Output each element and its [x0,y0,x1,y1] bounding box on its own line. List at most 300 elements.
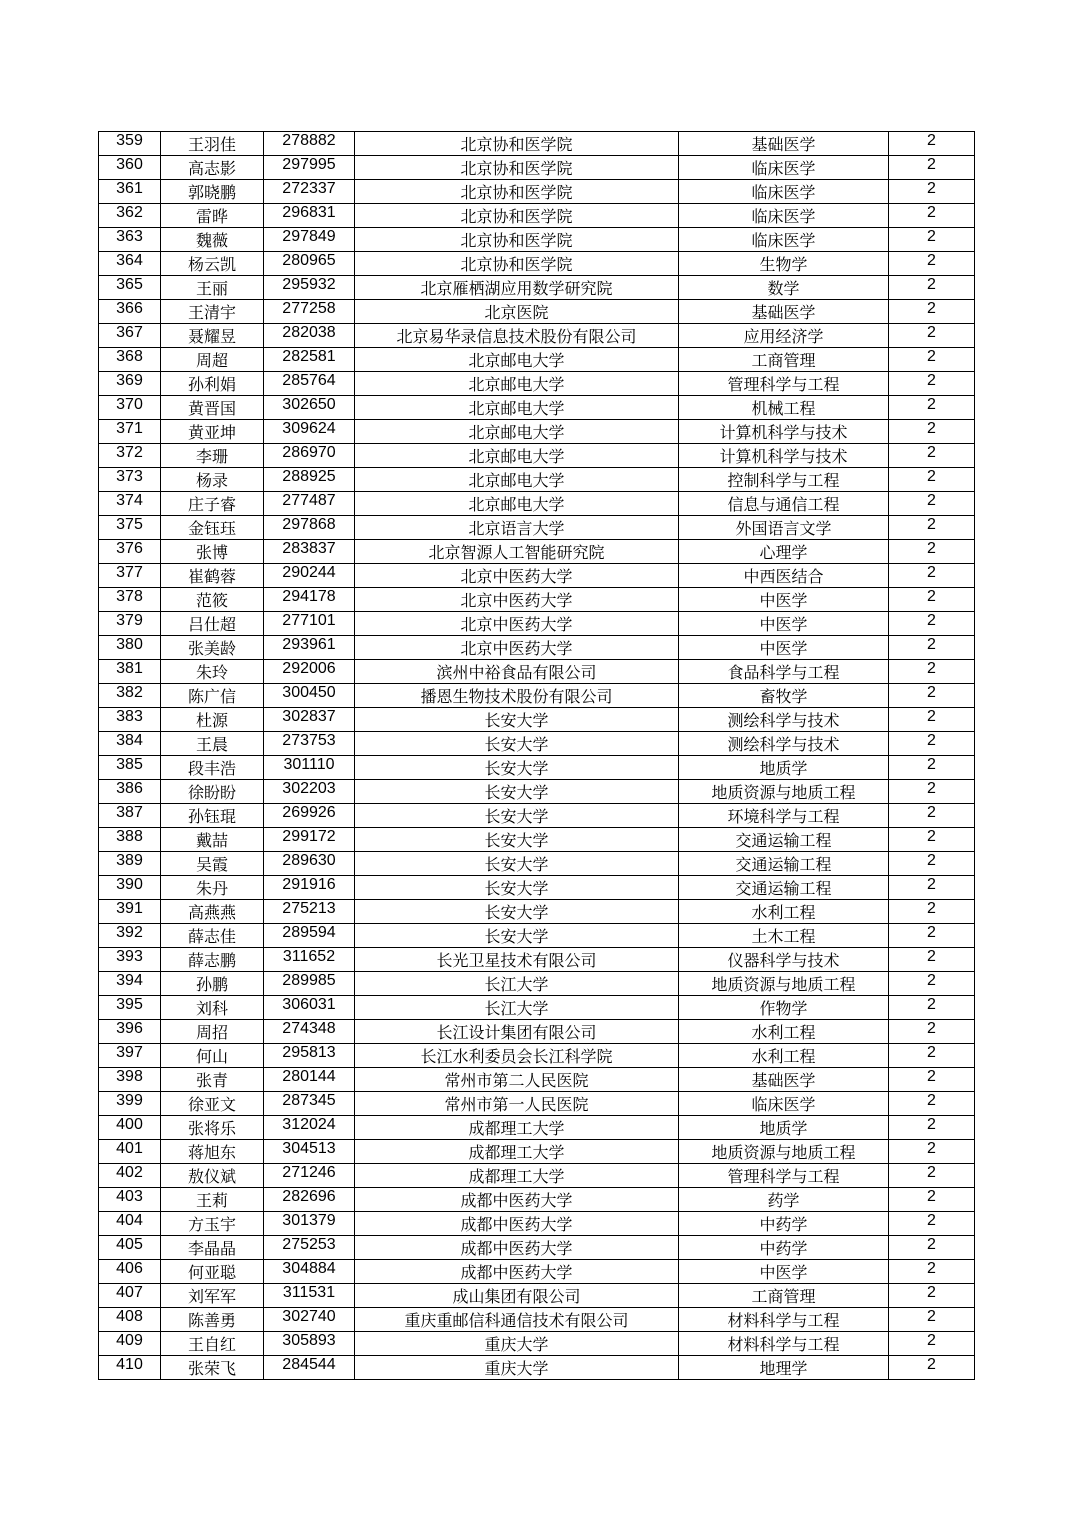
name-cell: 敖仪斌 [161,1164,264,1188]
institution-cell: 长安大学 [355,732,679,756]
name-cell: 杨云凯 [161,252,264,276]
institution-cell: 重庆重邮信科通信技术有限公司 [355,1308,679,1332]
discipline-cell: 地质资源与地质工程 [679,780,889,804]
row-number-cell: 362 [99,204,161,228]
name-cell: 李珊 [161,444,264,468]
table-row [99,1332,975,1356]
discipline-cell: 食品科学与工程 [679,660,889,684]
id-cell: 295932 [264,276,355,300]
id-cell: 296831 [264,204,355,228]
table-row [99,948,975,972]
data-table [98,131,975,1380]
name-cell: 朱丹 [161,876,264,900]
id-cell: 277101 [264,612,355,636]
table-row [99,348,975,372]
discipline-cell: 工商管理 [679,348,889,372]
row-number-cell: 383 [99,708,161,732]
institution-cell: 成都中医药大学 [355,1212,679,1236]
name-cell: 金钰珏 [161,516,264,540]
name-cell: 高志影 [161,156,264,180]
row-number-cell: 408 [99,1308,161,1332]
institution-cell: 成山集团有限公司 [355,1284,679,1308]
institution-cell: 北京协和医学院 [355,204,679,228]
table-row [99,708,975,732]
count-cell: 2 [889,1236,975,1260]
name-cell: 郭晓鹏 [161,180,264,204]
table-row [99,1140,975,1164]
table-row [99,1164,975,1188]
id-cell: 312024 [264,1116,355,1140]
id-cell: 285764 [264,372,355,396]
table-row [99,1044,975,1068]
count-cell: 2 [889,948,975,972]
institution-cell: 北京中医药大学 [355,564,679,588]
count-cell: 2 [889,468,975,492]
name-cell: 吴霞 [161,852,264,876]
row-number-cell: 371 [99,420,161,444]
institution-cell: 北京协和医学院 [355,180,679,204]
table-row [99,492,975,516]
table-row [99,828,975,852]
discipline-cell: 测绘科学与技术 [679,732,889,756]
table-row [99,468,975,492]
table-row [99,660,975,684]
name-cell: 张美龄 [161,636,264,660]
row-number-cell: 399 [99,1092,161,1116]
discipline-cell: 交通运输工程 [679,828,889,852]
name-cell: 王莉 [161,1188,264,1212]
discipline-cell: 地质资源与地质工程 [679,972,889,996]
name-cell: 魏薇 [161,228,264,252]
row-number-cell: 381 [99,660,161,684]
id-cell: 274348 [264,1020,355,1044]
institution-cell: 长安大学 [355,780,679,804]
name-cell: 蒋旭东 [161,1140,264,1164]
row-number-cell: 359 [99,132,161,156]
row-number-cell: 389 [99,852,161,876]
row-number-cell: 372 [99,444,161,468]
id-cell: 293961 [264,636,355,660]
row-number-cell: 382 [99,684,161,708]
id-cell: 311652 [264,948,355,972]
id-cell: 291916 [264,876,355,900]
id-cell: 272337 [264,180,355,204]
discipline-cell: 交通运输工程 [679,852,889,876]
row-number-cell: 392 [99,924,161,948]
count-cell: 2 [889,564,975,588]
name-cell: 崔鹤蓉 [161,564,264,588]
count-cell: 2 [889,1116,975,1140]
count-cell: 2 [889,1068,975,1092]
id-cell: 282696 [264,1188,355,1212]
id-cell: 273753 [264,732,355,756]
count-cell: 2 [889,804,975,828]
institution-cell: 长安大学 [355,828,679,852]
count-cell: 2 [889,540,975,564]
discipline-cell: 外国语言文学 [679,516,889,540]
institution-cell: 北京邮电大学 [355,372,679,396]
name-cell: 王羽佳 [161,132,264,156]
count-cell: 2 [889,1092,975,1116]
discipline-cell: 机械工程 [679,396,889,420]
row-number-cell: 395 [99,996,161,1020]
count-cell: 2 [889,972,975,996]
table-row [99,852,975,876]
count-cell: 2 [889,1284,975,1308]
row-number-cell: 409 [99,1332,161,1356]
name-cell: 周超 [161,348,264,372]
table-row [99,252,975,276]
institution-cell: 长光卫星技术有限公司 [355,948,679,972]
name-cell: 徐盼盼 [161,780,264,804]
name-cell: 周招 [161,1020,264,1044]
institution-cell: 成都理工大学 [355,1116,679,1140]
id-cell: 311531 [264,1284,355,1308]
id-cell: 297995 [264,156,355,180]
discipline-cell: 水利工程 [679,1044,889,1068]
id-cell: 297849 [264,228,355,252]
row-number-cell: 384 [99,732,161,756]
institution-cell: 北京语言大学 [355,516,679,540]
count-cell: 2 [889,348,975,372]
id-cell: 280965 [264,252,355,276]
id-cell: 305893 [264,1332,355,1356]
id-cell: 304513 [264,1140,355,1164]
discipline-cell: 材料科学与工程 [679,1308,889,1332]
row-number-cell: 410 [99,1356,161,1380]
count-cell: 2 [889,324,975,348]
name-cell: 刘科 [161,996,264,1020]
table-row [99,1260,975,1284]
discipline-cell: 临床医学 [679,180,889,204]
table-row [99,900,975,924]
id-cell: 286970 [264,444,355,468]
institution-cell: 北京协和医学院 [355,132,679,156]
count-cell: 2 [889,204,975,228]
name-cell: 杨录 [161,468,264,492]
institution-cell: 北京协和医学院 [355,228,679,252]
row-number-cell: 385 [99,756,161,780]
row-number-cell: 387 [99,804,161,828]
row-number-cell: 402 [99,1164,161,1188]
id-cell: 277487 [264,492,355,516]
name-cell: 薛志佳 [161,924,264,948]
discipline-cell: 基础医学 [679,132,889,156]
row-number-cell: 365 [99,276,161,300]
id-cell: 275253 [264,1236,355,1260]
row-number-cell: 400 [99,1116,161,1140]
id-cell: 271246 [264,1164,355,1188]
institution-cell: 长江大学 [355,972,679,996]
count-cell: 2 [889,156,975,180]
discipline-cell: 畜牧学 [679,684,889,708]
row-number-cell: 390 [99,876,161,900]
id-cell: 287345 [264,1092,355,1116]
id-cell: 278882 [264,132,355,156]
name-cell: 黄晋国 [161,396,264,420]
institution-cell: 长安大学 [355,756,679,780]
row-number-cell: 380 [99,636,161,660]
table-row [99,780,975,804]
count-cell: 2 [889,372,975,396]
count-cell: 2 [889,132,975,156]
table-row [99,636,975,660]
institution-cell: 北京邮电大学 [355,420,679,444]
count-cell: 2 [889,780,975,804]
discipline-cell: 地理学 [679,1356,889,1380]
row-number-cell: 361 [99,180,161,204]
institution-cell: 长安大学 [355,900,679,924]
discipline-cell: 地质学 [679,1116,889,1140]
table-row [99,1212,975,1236]
row-number-cell: 374 [99,492,161,516]
id-cell: 269926 [264,804,355,828]
id-cell: 306031 [264,996,355,1020]
table-row [99,876,975,900]
table-row [99,924,975,948]
row-number-cell: 393 [99,948,161,972]
count-cell: 2 [889,396,975,420]
id-cell: 297868 [264,516,355,540]
row-number-cell: 398 [99,1068,161,1092]
name-cell: 段丰浩 [161,756,264,780]
row-number-cell: 397 [99,1044,161,1068]
table-row [99,132,975,156]
name-cell: 李晶晶 [161,1236,264,1260]
table-row [99,1068,975,1092]
count-cell: 2 [889,492,975,516]
row-number-cell: 407 [99,1284,161,1308]
institution-cell: 北京邮电大学 [355,348,679,372]
count-cell: 2 [889,1020,975,1044]
discipline-cell: 中药学 [679,1236,889,1260]
id-cell: 300450 [264,684,355,708]
table-body [99,132,975,1380]
table-row [99,1356,975,1380]
discipline-cell: 中药学 [679,1212,889,1236]
id-cell: 282038 [264,324,355,348]
name-cell: 聂耀昱 [161,324,264,348]
id-cell: 299172 [264,828,355,852]
discipline-cell: 生物学 [679,252,889,276]
id-cell: 302650 [264,396,355,420]
table-row [99,612,975,636]
count-cell: 2 [889,516,975,540]
count-cell: 2 [889,756,975,780]
name-cell: 张荣飞 [161,1356,264,1380]
count-cell: 2 [889,876,975,900]
institution-cell: 北京协和医学院 [355,252,679,276]
id-cell: 301110 [264,756,355,780]
table-row [99,804,975,828]
table-row [99,1284,975,1308]
name-cell: 杜源 [161,708,264,732]
row-number-cell: 377 [99,564,161,588]
institution-cell: 成都理工大学 [355,1164,679,1188]
id-cell: 289985 [264,972,355,996]
id-cell: 283837 [264,540,355,564]
discipline-cell: 中医学 [679,1260,889,1284]
name-cell: 方玉宇 [161,1212,264,1236]
institution-cell: 北京邮电大学 [355,444,679,468]
count-cell: 2 [889,300,975,324]
row-number-cell: 388 [99,828,161,852]
institution-cell: 长江大学 [355,996,679,1020]
row-number-cell: 378 [99,588,161,612]
name-cell: 孙钰琨 [161,804,264,828]
discipline-cell: 临床医学 [679,1092,889,1116]
id-cell: 288925 [264,468,355,492]
id-cell: 275213 [264,900,355,924]
row-number-cell: 406 [99,1260,161,1284]
discipline-cell: 地质学 [679,756,889,780]
discipline-cell: 中医学 [679,636,889,660]
table-row [99,324,975,348]
discipline-cell: 测绘科学与技术 [679,708,889,732]
id-cell: 302740 [264,1308,355,1332]
row-number-cell: 376 [99,540,161,564]
institution-cell: 成都中医药大学 [355,1236,679,1260]
discipline-cell: 应用经济学 [679,324,889,348]
institution-cell: 长安大学 [355,804,679,828]
row-number-cell: 405 [99,1236,161,1260]
count-cell: 2 [889,636,975,660]
table-row [99,756,975,780]
institution-cell: 长安大学 [355,924,679,948]
count-cell: 2 [889,1332,975,1356]
count-cell: 2 [889,900,975,924]
count-cell: 2 [889,588,975,612]
name-cell: 戴喆 [161,828,264,852]
count-cell: 2 [889,228,975,252]
discipline-cell: 中医学 [679,612,889,636]
table-row [99,1092,975,1116]
name-cell: 陈广信 [161,684,264,708]
name-cell: 王晨 [161,732,264,756]
id-cell: 292006 [264,660,355,684]
discipline-cell: 地质资源与地质工程 [679,1140,889,1164]
id-cell: 289630 [264,852,355,876]
discipline-cell: 交通运输工程 [679,876,889,900]
table-row [99,228,975,252]
table-row [99,1236,975,1260]
table-row [99,1020,975,1044]
id-cell: 284544 [264,1356,355,1380]
table-row [99,516,975,540]
count-cell: 2 [889,1356,975,1380]
row-number-cell: 360 [99,156,161,180]
table-row [99,372,975,396]
row-number-cell: 386 [99,780,161,804]
institution-cell: 北京中医药大学 [355,636,679,660]
id-cell: 309624 [264,420,355,444]
row-number-cell: 367 [99,324,161,348]
count-cell: 2 [889,1308,975,1332]
count-cell: 2 [889,996,975,1020]
id-cell: 295813 [264,1044,355,1068]
count-cell: 2 [889,1044,975,1068]
institution-cell: 北京中医药大学 [355,588,679,612]
count-cell: 2 [889,1164,975,1188]
name-cell: 雷晔 [161,204,264,228]
table-row [99,180,975,204]
count-cell: 2 [889,828,975,852]
name-cell: 庄子睿 [161,492,264,516]
name-cell: 王清宇 [161,300,264,324]
row-number-cell: 401 [99,1140,161,1164]
count-cell: 2 [889,252,975,276]
count-cell: 2 [889,732,975,756]
discipline-cell: 土木工程 [679,924,889,948]
discipline-cell: 药学 [679,1188,889,1212]
table-row [99,204,975,228]
count-cell: 2 [889,852,975,876]
name-cell: 何亚聪 [161,1260,264,1284]
institution-cell: 北京邮电大学 [355,468,679,492]
count-cell: 2 [889,924,975,948]
discipline-cell: 材料科学与工程 [679,1332,889,1356]
row-number-cell: 368 [99,348,161,372]
institution-cell: 成都中医药大学 [355,1188,679,1212]
row-number-cell: 369 [99,372,161,396]
count-cell: 2 [889,1260,975,1284]
row-number-cell: 366 [99,300,161,324]
count-cell: 2 [889,180,975,204]
discipline-cell: 控制科学与工程 [679,468,889,492]
table-row [99,156,975,180]
discipline-cell: 临床医学 [679,204,889,228]
name-cell: 范筱 [161,588,264,612]
id-cell: 280144 [264,1068,355,1092]
id-cell: 289594 [264,924,355,948]
table-row [99,732,975,756]
institution-cell: 重庆大学 [355,1332,679,1356]
discipline-cell: 工商管理 [679,1284,889,1308]
discipline-cell: 数学 [679,276,889,300]
discipline-cell: 管理科学与工程 [679,372,889,396]
id-cell: 304884 [264,1260,355,1284]
table-row [99,396,975,420]
id-cell: 302837 [264,708,355,732]
row-number-cell: 370 [99,396,161,420]
discipline-cell: 临床医学 [679,228,889,252]
id-cell: 294178 [264,588,355,612]
name-cell: 王自红 [161,1332,264,1356]
count-cell: 2 [889,444,975,468]
discipline-cell: 作物学 [679,996,889,1020]
name-cell: 刘军军 [161,1284,264,1308]
institution-cell: 北京易华录信息技术股份有限公司 [355,324,679,348]
name-cell: 吕仕超 [161,612,264,636]
row-number-cell: 396 [99,1020,161,1044]
table-row [99,588,975,612]
id-cell: 282581 [264,348,355,372]
row-number-cell: 404 [99,1212,161,1236]
table-row [99,1308,975,1332]
row-number-cell: 363 [99,228,161,252]
name-cell: 徐亚文 [161,1092,264,1116]
name-cell: 黄亚坤 [161,420,264,444]
count-cell: 2 [889,420,975,444]
row-number-cell: 403 [99,1188,161,1212]
row-number-cell: 373 [99,468,161,492]
table-row [99,684,975,708]
institution-cell: 重庆大学 [355,1356,679,1380]
row-number-cell: 379 [99,612,161,636]
count-cell: 2 [889,1212,975,1236]
name-cell: 孙鹏 [161,972,264,996]
name-cell: 薛志鹏 [161,948,264,972]
